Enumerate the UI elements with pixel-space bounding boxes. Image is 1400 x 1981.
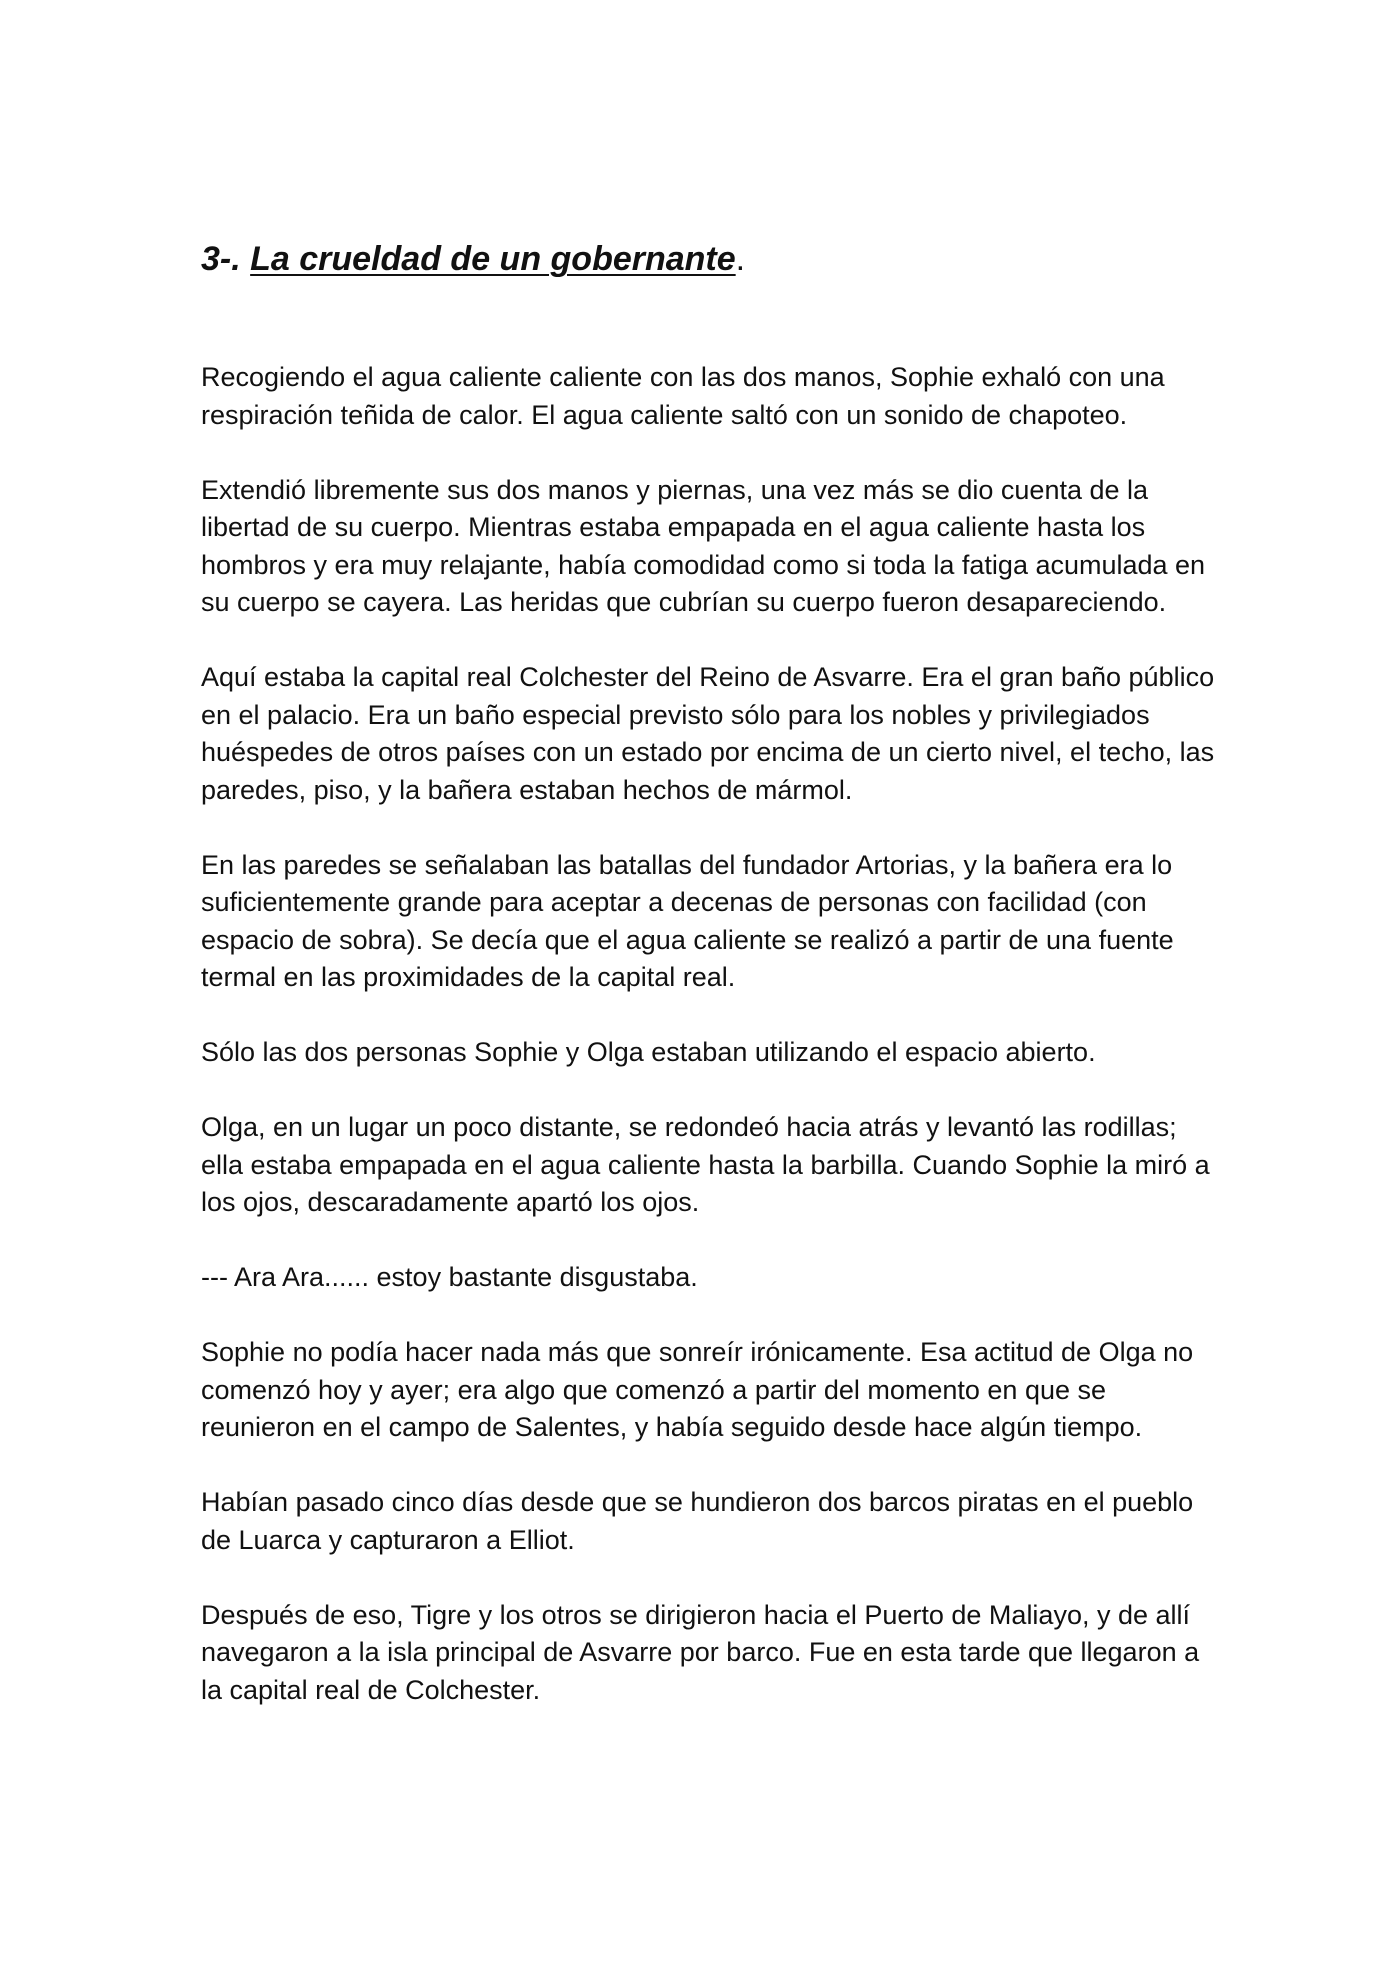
paragraph: Aquí estaba la capital real Colchester del Reino de Asvarre. Era el gran baño público en el palacio. Era un baño especial previsto sólo para los nobles y privilegiados huéspedes de otros países con un estado por encima de un cierto nivel, el techo, las paredes, piso, y la bañera estaban hechos de mármol. (201, 662, 1215, 805)
chapter-title: La crueldad de un gobernante (250, 240, 736, 278)
document-content (201, 232, 1221, 1747)
paragraph: --- Ara Ara...... estoy bastante disgustaba. (201, 1262, 698, 1292)
chapter-number: 3-. (201, 240, 241, 278)
chapter-body (201, 359, 1221, 1709)
paragraph: Sophie no podía hacer nada más que sonreír irónicamente. Esa actitud de Olga no comenzó hoy y ayer; era algo que comenzó a partir del momento en que se reunieron en el campo de Salentes, y había seguido desde hace algún tiempo. (201, 1337, 1194, 1442)
chapter-title-period: . (735, 240, 746, 278)
chapter-heading (201, 232, 1221, 286)
paragraph: Habían pasado cinco días desde que se hundieron dos barcos piratas en el pueblo de Luarca y capturaron a Elliot. (201, 1487, 1194, 1555)
paragraph: Recogiendo el agua caliente caliente con las dos manos, Sophie exhaló con una respiración teñida de calor. El agua caliente saltó con un sonido de chapoteo. (201, 362, 1165, 430)
paragraph: Olga, en un lugar un poco distante, se redondeó hacia atrás y levantó las rodillas; ella estaba empapada en el agua caliente hasta la barbilla. Cuando Sophie la miró a los ojos, descaradamente apartó los ojos. (201, 1112, 1210, 1217)
paragraph: Después de eso, Tigre y los otros se dirigieron hacia el Puerto de Maliayo, y de allí navegaron a la isla principal de Asvarre por barco. Fue en esta tarde que llegaron a la capital real de Colchester. (201, 1599, 1200, 1705)
paragraph: Sólo las dos personas Sophie y Olga estaban utilizando el espacio abierto. (201, 1037, 1096, 1067)
paragraph: En las paredes se señalaban las batallas del fundador Artorias, y la bañera era lo suficientemente grande para aceptar a decenas de personas con facilidad (con espacio de sobra). Se decía que el agua caliente se realizó a partir de una fuente termal en las proximidades de la capital real. (201, 849, 1174, 992)
paragraph: Extendió libremente sus dos manos y piernas, una vez más se dio cuenta de la libertad de su cuerpo. Mientras estaba empapada en el agua caliente hasta los hombros y era muy relajante, había comodidad como si toda la fatiga acumulada en su cuerpo se cayera. Las heridas que cubrían su cuerpo fueron desapareciendo. (201, 474, 1206, 617)
